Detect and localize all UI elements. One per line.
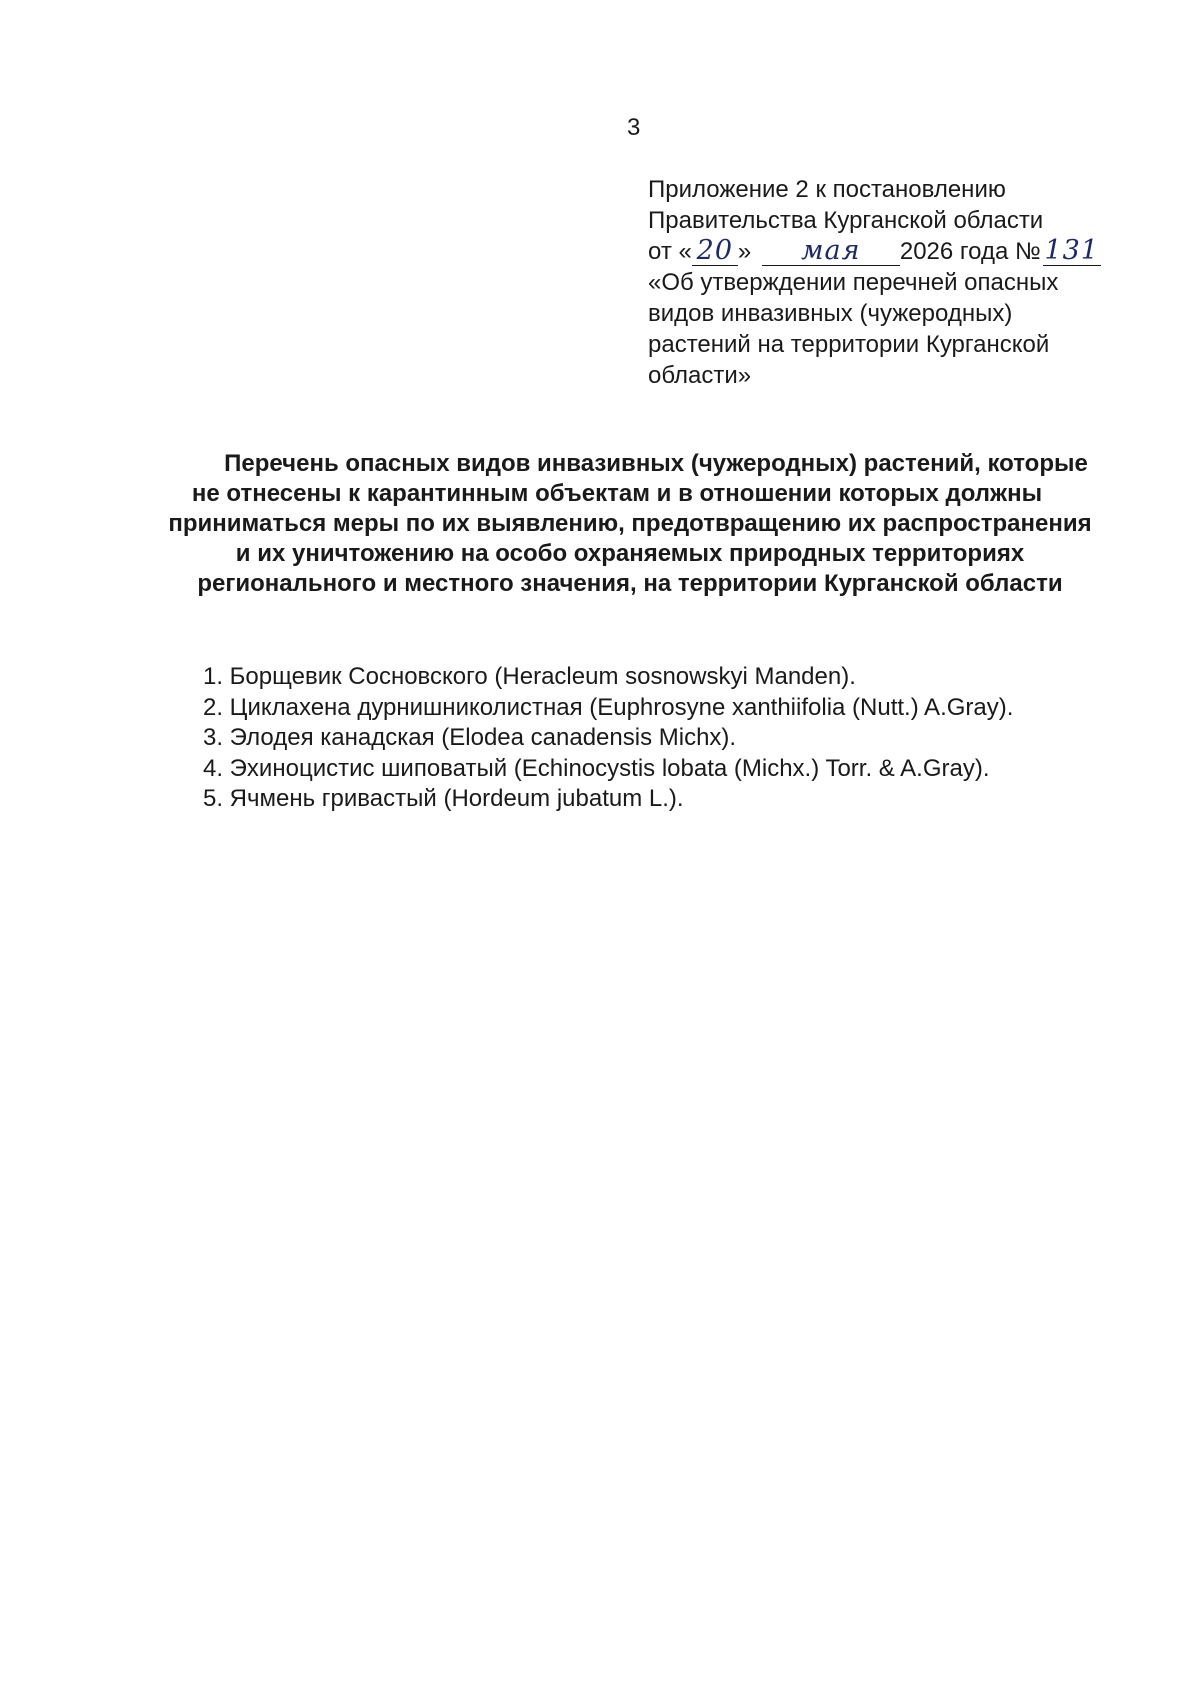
appendix-line-1: Приложение 2 к постановлению [648, 176, 1006, 203]
title-line-3: приниматься меры по их выявлению, предотвращению их распространения [168, 510, 1092, 537]
appendix-subject-3: растений на территории Курганской [648, 331, 1050, 358]
year-text: 2026 года № [899, 238, 1041, 265]
title-line-2: не отнесены к карантинным объектам и в отношении которых должны [191, 480, 1043, 507]
list-item: 3. Элодея канадская (Elodea canadensis Michx). [203, 724, 737, 751]
list-item: 4. Эхиноцистис шиповатый (Echinocystis lobata (Michx.) Torr. & A.Gray). [203, 754, 990, 782]
number-field [1043, 235, 1101, 266]
title-line-4: и их уничтожению на особо охраняемых природных территориях [235, 540, 1025, 567]
month-field [762, 235, 900, 266]
appendix-line-2: Правительства Курганской области [648, 207, 1044, 234]
appendix-header [648, 174, 1168, 391]
list-item: 2. Циклахена дурнишниколистная (Euphrosyne xanthiifolia (Nutt.) A.Gray). [203, 693, 1014, 721]
date-prefix: от « [648, 238, 692, 265]
title-line-1: Перечень опасных видов инвазивных (чужеродных) растений, которые [224, 450, 1088, 477]
handwritten-month: мая [801, 235, 861, 266]
appendix-subject-2: видов инвазивных (чужеродных) [648, 300, 1013, 327]
species-list [203, 662, 1153, 815]
title-line-5: регионального и местного значения, на территории Курганской области [197, 570, 1063, 597]
appendix-subject-4: области» [648, 362, 752, 389]
handwritten-day: 20 [696, 235, 733, 266]
handwritten-number: 131 [1044, 235, 1099, 266]
day-close-quote: » [737, 238, 752, 265]
appendix-subject-1: «Об утверждении перечней опасных [648, 269, 1059, 296]
appendix-date-line [648, 236, 1168, 267]
list-item: 5. Ячмень гривастый (Hordeum jubatum L.). [203, 785, 684, 812]
list-item: 1. Борщевик Сосновского (Heracleum sosnowskyi Manden). [203, 663, 856, 690]
page-number: 3 [627, 114, 641, 141]
document-title [110, 449, 1150, 599]
day-field [692, 235, 738, 266]
